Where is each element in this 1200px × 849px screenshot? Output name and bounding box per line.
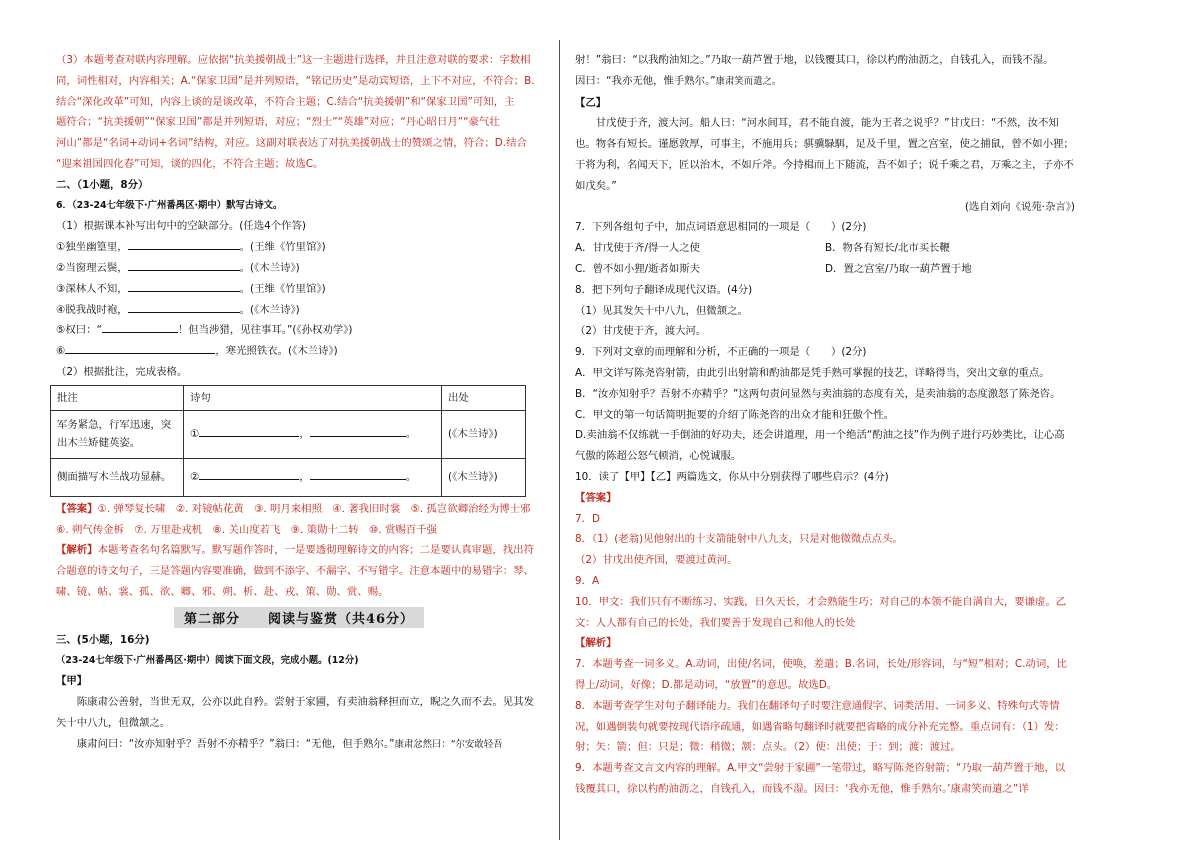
part-title: 第二部分 阅读与鉴赏（共46分） <box>56 607 542 628</box>
analysis-line: 9．本题考查文言文内容的理解。A.甲文“尝射于家圃”一笔带过，略写陈尧咨射箭；“乃取一葫芦置于地，以钱覆其口，徐以杓酌油沥之，自钱孔入，而钱不湿。因曰：‘我亦无他，惟手熟尔。’康肃笑而遣之”详 <box>575 762 1066 795</box>
fill-item: ⑥ ，寒光照铁衣。(《木兰诗》) <box>56 341 542 362</box>
question-title: 8．把下列句子翻译成现代汉语。(4分) <box>575 283 753 296</box>
analysis-line: 结合“深化改革”可知，内容上谈的是谈改革，不符合主题；C.结合“抗美援朝”和“保家卫国”可知，主 <box>56 95 515 108</box>
answer-blank[interactable] <box>310 468 406 480</box>
left-column <box>56 50 542 756</box>
table-cell-note: 军务紧急，行军迅速，突出木兰矫健英姿。 <box>51 410 184 458</box>
answer-line: （2）甘戊出使齐国，要渡过黄河。 <box>575 554 738 567</box>
question-title: 7．下列各组句子中，加点词语意思相同的一项是（ ）(2分) <box>575 221 867 234</box>
answer-line: 10．甲文：我们只有不断练习、实践，日久天长，才会熟能生巧；对自己的本领不能自满自大，要谦虚。乙文：人人都有自己的长处，我们要善于发现自己和他人的长处 <box>575 595 1067 629</box>
option-item[interactable]: C．曾不如小狸/逝者如斯夫 <box>575 262 701 275</box>
question-part: （2）甘戊使于齐，渡大河。 <box>575 325 707 338</box>
analysis-line: 题符合；“抗美援朝”“保家卫国”都是并列短语，对应；“烈士”“英雄”对应；“丹心昭日月”“豪气壮 <box>56 116 500 129</box>
option-item[interactable]: B．物各有短长/北市买长鞭 <box>825 242 950 255</box>
answer-blank[interactable] <box>128 259 240 271</box>
table-header: 出处 <box>442 385 526 410</box>
passage-paragraph: 康肃问曰：“汝亦知射乎？吾射不亦精乎？”翁曰：“无他，但手熟尔。”康肃忿然曰：“尔安敢轻吾 <box>76 737 503 750</box>
question-part: （1）见其发矢十中八九，但微颔之。 <box>575 304 748 317</box>
answer-blank[interactable] <box>65 342 215 354</box>
analysis-line: 河山”都是“名词+动词+名词”结构，对应。这副对联表达了对抗美援朝战士的赞颂之情，符合；D.结合 <box>56 137 527 150</box>
analysis-line: “迎来祖国四化春”可知，谈的四化，不符合主题；故选C。 <box>56 157 324 170</box>
question-title: 9．下列对文章的而理解和分析，不正确的一项是（ ）(2分) <box>575 346 867 359</box>
option-item[interactable]: D.卖油翁不仅练就一手倒油的好功夫，还会讲道理，用一个绝活“酌油之技”作为例子进行巧妙类比，让心高气傲的陈超公怒气顿消，心悦诚服。 <box>575 429 1065 463</box>
question-part: （2）根据批注，完成表格。 <box>56 365 188 378</box>
answer-blank[interactable] <box>199 468 299 480</box>
table-cell-verse: ② ， 。 <box>184 458 442 496</box>
answer-line: 9．A <box>575 574 600 587</box>
table-header-row <box>51 385 526 410</box>
section-heading: 三、(5小题，16分) <box>56 633 150 646</box>
section-heading: 二、（1小题，8分） <box>56 178 149 191</box>
passage-label: 【乙】 <box>575 96 607 109</box>
table-cell-note: 侧面描写木兰战功显赫。 <box>51 458 184 496</box>
analysis-line: （3）本题考查对联内容理解。应依据“抗美援朝战士”这一主题进行选择，并且注意对联的要求：字数相 <box>56 54 531 66</box>
option-item[interactable]: C．甲文的第一句话简明扼要的介绍了陈尧咨的出众才能和狂傲个性。 <box>575 408 894 421</box>
answer-blank[interactable] <box>128 301 240 313</box>
table-header: 诗句 <box>184 385 442 410</box>
fill-item: ③深林人不知， 。(王维《竹里馆》) <box>56 279 542 300</box>
answer-blank[interactable] <box>128 280 240 292</box>
table-row <box>51 410 526 458</box>
table-cell-verse: ① ， 。 <box>184 410 442 458</box>
table-cell-source: (《木兰诗》) <box>442 458 526 496</box>
question-title: 6．（23-24七年级下·广州番禺区·期中）默写古诗文。 <box>56 199 283 211</box>
option-item[interactable]: A．甲文详写陈尧咨射箭，由此引出射箭和酌油都是凭手熟可掌握的技艺，详略得当，突出文章的重点。 <box>575 366 1050 379</box>
answer-block: 【答案】①. 弹琴复长啸 ②. 对镜帖花黄 ③. 明月来相照 ④. 著我旧时裳 ⑤. 孤岂欲卿治经为博士邪 ⑥. 朔气传金柝 ⑦. 万里赴戎机 ⑧. 关山度若飞 ⑨. 策勋十二转 ⑩. 赏赐百千强 <box>56 502 541 536</box>
column-divider <box>559 40 560 840</box>
fill-item: ①独坐幽篁里， 。(王维《竹里馆》) <box>56 237 542 258</box>
answer-blank[interactable] <box>102 321 178 333</box>
fill-item: ②当窗理云鬓， 。(《木兰诗》) <box>56 258 542 279</box>
question-part: （1）根据课本补写出句中的空缺部分。(任选4个作答) <box>56 220 306 233</box>
analysis-block: 【解析】本题考查名句名篇默写。默写题作答时，一是要透彻理解诗文的内容；二是要认真审题，找出符合题意的诗文句子，三是答题内容要准确，做到不添字、不漏字、不写错字。注意本题中的易错字：琴、啸、镜、帖、裳、孤、欲、卿、邪、朔、析、赴、戎、策、勋、赏、赐。 <box>56 544 534 598</box>
passage-source: (选自刘向《说苑·杂言》) <box>964 200 1075 213</box>
analysis-line: 7．本题考查一词多义。A.动词，出使/名词，使唤，差遣；B.名词，长处/形容词，与“短”相对；C.动词，比得上/动词，好像；D.都是动词，“放置”的意思。故选D。 <box>575 658 1067 691</box>
answer-blank[interactable] <box>310 425 406 437</box>
analysis-line: 同，词性相对，内容相关；A.“保家卫国”是并列短语，“铭记历史”是动宾短语，上下不对应，不符合；B. <box>56 74 535 87</box>
answer-blank[interactable] <box>128 238 240 250</box>
option-item[interactable]: B．“汝亦知射乎？吾射不亦精乎？”这两句责问显然与卖油翁的态度有关，是卖油翁的态度激怒了陈尧咨。 <box>575 387 1061 400</box>
option-item[interactable]: D．置之宫室/乃取一葫芦置于地 <box>825 262 972 275</box>
question-title: （23-24七年级下·广州番禺区·期中）阅读下面文段，完成小题。(12分) <box>56 654 359 666</box>
passage-paragraph: 陈康肃公善射，当世无双，公亦以此自矜。尝射于家圃，有卖油翁释担而立，睨之久而不去。见其发矢十中八九，但微颔之。 <box>56 696 534 729</box>
fill-item: ⑤权曰：“ ！但当涉猎，见往事耳。”(《孙权劝学》) <box>56 320 542 341</box>
table-header: 批注 <box>51 385 184 410</box>
analysis-line: 8．本题考查学生对句子翻译能力。我们在翻译句子时要注意通假字、词类活用、一词多义、特殊句式等情况，如遇倒装句就要按现代语序疏通，如遇省略句翻译时就要把省略的成分补充完整。重点词有：（1）发：射；矢：箭；但：只是；微：稍微；颔：点头。（2）使：出使；于：到；渡：渡过。 <box>575 699 1065 754</box>
option-row <box>575 238 1075 259</box>
answer-blank[interactable] <box>199 425 299 437</box>
passage-paragraph: 甘戊使于齐，渡大河。船人曰：“河水间耳，君不能自渡，能为王者之说乎？”甘戊曰：“不然，汝不知也。物各有短长。谨愿敦厚，可事主，不施用兵；骐骥騄駬，足及千里，置之宫室，使之捕鼠，曾不如小狸；干将为利，名闻天下，匠以治木，不如斤斧。今持楫而上下随流，吾不如子；说千乘之君，万乘之主，子亦不如戊矣。” <box>575 117 1074 192</box>
answer-line: 8．（1）(老翁)见他射出的十支箭能射中八九支，只是对他微微点点头。 <box>575 533 903 546</box>
question-title: 10．读了【甲】【乙】两篇选文，你从中分别获得了哪些启示？(4分) <box>575 470 889 483</box>
fill-item: ④脱我战时袍， 。(《木兰诗》) <box>56 300 542 321</box>
annotation-table <box>50 385 526 497</box>
table-cell-source: (《木兰诗》) <box>442 410 526 458</box>
option-row <box>575 259 1075 280</box>
right-column <box>575 50 1075 800</box>
answer-line: 7．D <box>575 512 601 525</box>
table-row <box>51 458 526 496</box>
analysis-label: 【解析】 <box>575 637 617 650</box>
option-item[interactable]: A．甘戊使于齐/得一人之使 <box>575 242 700 255</box>
passage-label: 【甲】 <box>56 675 88 688</box>
passage-paragraph: 因曰：“我亦无他，惟手熟尔。”康肃笑而遣之。 <box>575 74 782 87</box>
answer-label: 【答案】 <box>575 491 617 504</box>
passage-paragraph: 射！”翁曰：“以我酌油知之。”乃取一葫芦置于地，以钱覆其口，徐以杓酌油沥之，自钱孔入，而钱不湿。 <box>575 54 1054 66</box>
